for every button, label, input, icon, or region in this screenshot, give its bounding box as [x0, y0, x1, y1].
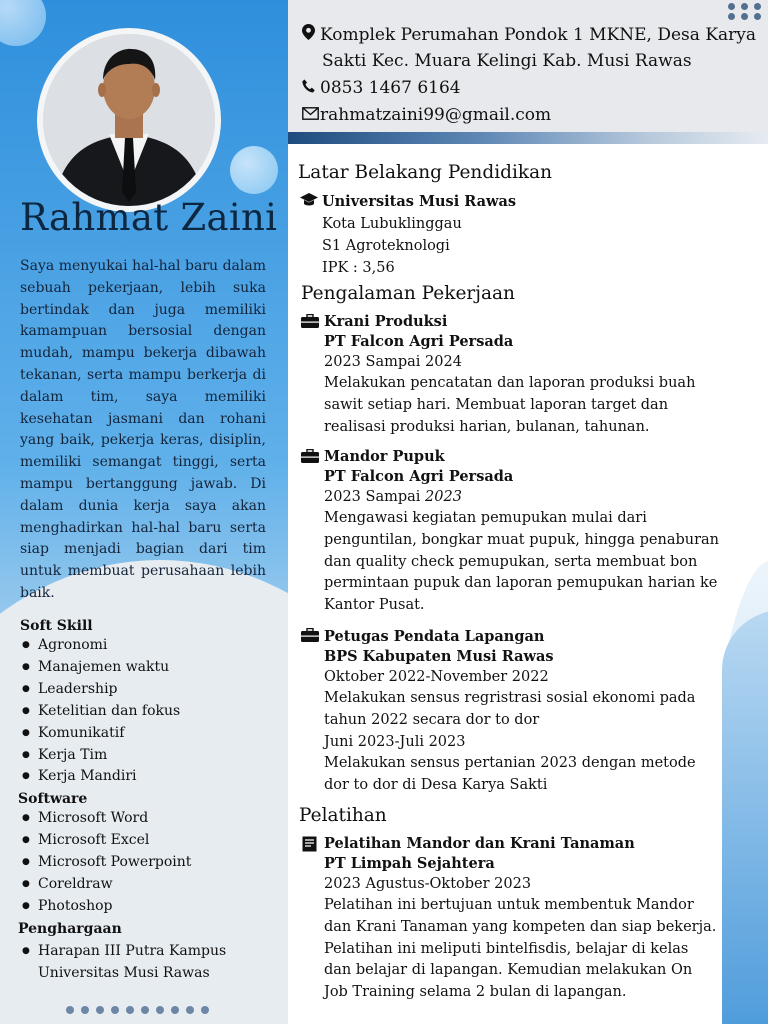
- list-item: ● Coreldraw: [22, 874, 191, 896]
- gpa: IPK : 3,56: [322, 260, 395, 276]
- profile-summary: Saya menyukai hal-hal baru dalam sebuah pekerjaan, lebih suka bertindak dan juga memiliki kamampuan bersosial dengan mudah, mampu bekerja dibawah tekanan, serta mampu berkerja di dalam tim, saya memiliki kesehatan jasmani dan rohani yang baik, pekerja keras, disiplin, memiliki semangat tinggi, serta mampu bertanggung jawab. Di dalam dunia kerja saya akan menghadirkan hal-hal baru serta siap menjadi bagian dari tim untuk membuat perusahaan lebih baik.: [20, 258, 266, 601]
- header-divider: [288, 132, 768, 144]
- dot-pattern-decoration: [66, 1006, 213, 1014]
- briefcase-icon: [301, 314, 319, 332]
- job-role: Petugas Pendata Lapangan: [324, 628, 545, 645]
- list-item: ● Kerja Mandiri: [22, 766, 180, 788]
- school-name: Universitas Musi Rawas: [322, 193, 517, 210]
- job-period: 2023 Sampai 2023: [324, 489, 462, 505]
- list-item: ● Photoshop: [22, 896, 191, 918]
- phone-icon: [302, 78, 320, 98]
- training-period: 2023 Agustus-Oktober 2023: [324, 876, 532, 892]
- briefcase-icon: [301, 628, 319, 646]
- list-item: ● Microsoft Powerpoint: [22, 852, 191, 874]
- training-description: Pelatihan ini bertujuan untuk membentuk Mandor dan Krani Tanaman yang kompeten dan siap bekerja. Pelatihan ini meliputi bintelfisdis, belajar di kelas dan belajar di lapangan. Kemudian melakukan On Job Training selama 2 bulan di lapangan.: [324, 897, 717, 1001]
- decorative-circle: [0, 0, 46, 46]
- address-line: Sakti Kec. Muara Kelingi Kab. Musi Rawas: [322, 51, 692, 71]
- wave-decoration: [722, 610, 768, 1024]
- degree: S1 Agroteknologi: [322, 238, 450, 254]
- job-company: BPS Kabupaten Musi Rawas: [324, 648, 554, 665]
- list-item: ● Ketelitian dan fokus: [22, 701, 180, 723]
- job-role: Krani Produksi: [324, 313, 448, 330]
- profile-photo: [37, 28, 221, 212]
- list-item: ● Komunikatif: [22, 723, 180, 745]
- certificate-icon: [302, 836, 317, 856]
- mail-icon: [302, 105, 320, 125]
- software-heading: Software: [18, 791, 88, 807]
- address-line: Komplek Perumahan Pondok 1 MKNE, Desa Karya: [302, 24, 756, 45]
- award-line: Universitas Musi Rawas: [38, 964, 210, 981]
- soft-skill-heading: Soft Skill: [20, 618, 93, 634]
- education-heading: Latar Belakang Pendidikan: [298, 162, 553, 183]
- job-company: PT Falcon Agri Persada: [324, 333, 514, 350]
- experience-heading: Pengalaman Pekerjaan: [301, 283, 515, 304]
- list-item: ● Microsoft Word: [22, 808, 191, 830]
- phone-number[interactable]: 0853 1467 6164: [320, 78, 461, 98]
- list-item: ● Kerja Tim: [22, 745, 180, 767]
- list-item: ● Microsoft Excel: [22, 830, 191, 852]
- awards-heading: Penghargaan: [18, 921, 122, 937]
- location-pin-icon: [302, 24, 320, 45]
- profile-name: Rahmat Zaini: [20, 196, 278, 239]
- job-description: Melakukan sensus regristrasi sosial ekonomi pada tahun 2022 secara dor to dor Juni 2023-Juli 2023 Melakukan sensus pertanian 2023 dengan metode dor to dor di Desa Karya Sakti: [324, 690, 696, 794]
- graduation-cap-icon: [300, 193, 318, 211]
- job-company: PT Falcon Agri Persada: [324, 468, 514, 485]
- soft-skill-list: [22, 635, 180, 788]
- job-description: Mengawasi kegiatan pemupukan mulai dari penguntilan, bongkar muat pupuk, hingga penaburan dan quality check pemupukan, serta membuat bon permintaan pupuk dan laporan pemupukan harian ke Kantor Pusat.: [324, 510, 719, 614]
- job-period: Oktober 2022-November 2022: [324, 669, 549, 685]
- training-heading: Pelatihan: [299, 805, 387, 826]
- awards-list: [22, 941, 226, 985]
- email-line: [302, 105, 551, 125]
- email-address[interactable]: rahmatzaini99@gmail.com: [320, 105, 552, 125]
- award-line: Harapan III Putra Kampus: [38, 943, 227, 959]
- training-name: Pelatihan Mandor dan Krani Tanaman: [324, 835, 635, 852]
- phone-line: [302, 78, 461, 98]
- job-description: Melakukan pencatatan dan laporan produksi buah sawit setiap hari. Membuat laporan target dan realisasi produksi harian, bulanan, tahunan.: [324, 375, 696, 435]
- decorative-circle: [230, 146, 278, 194]
- list-item: ● Agronomi: [22, 635, 180, 657]
- training-organizer: PT Limpah Sejahtera: [324, 855, 495, 872]
- list-item: ● Leadership: [22, 679, 180, 701]
- briefcase-icon: [301, 449, 319, 467]
- job-role: Mandor Pupuk: [324, 448, 445, 465]
- software-list: [22, 808, 191, 918]
- school-city: Kota Lubuklinggau: [322, 216, 462, 232]
- dot-pattern-decoration: [728, 3, 764, 20]
- job-period: 2023 Sampai 2024: [324, 354, 462, 370]
- list-item: ● Manajemen waktu: [22, 657, 180, 679]
- list-item: [22, 941, 226, 985]
